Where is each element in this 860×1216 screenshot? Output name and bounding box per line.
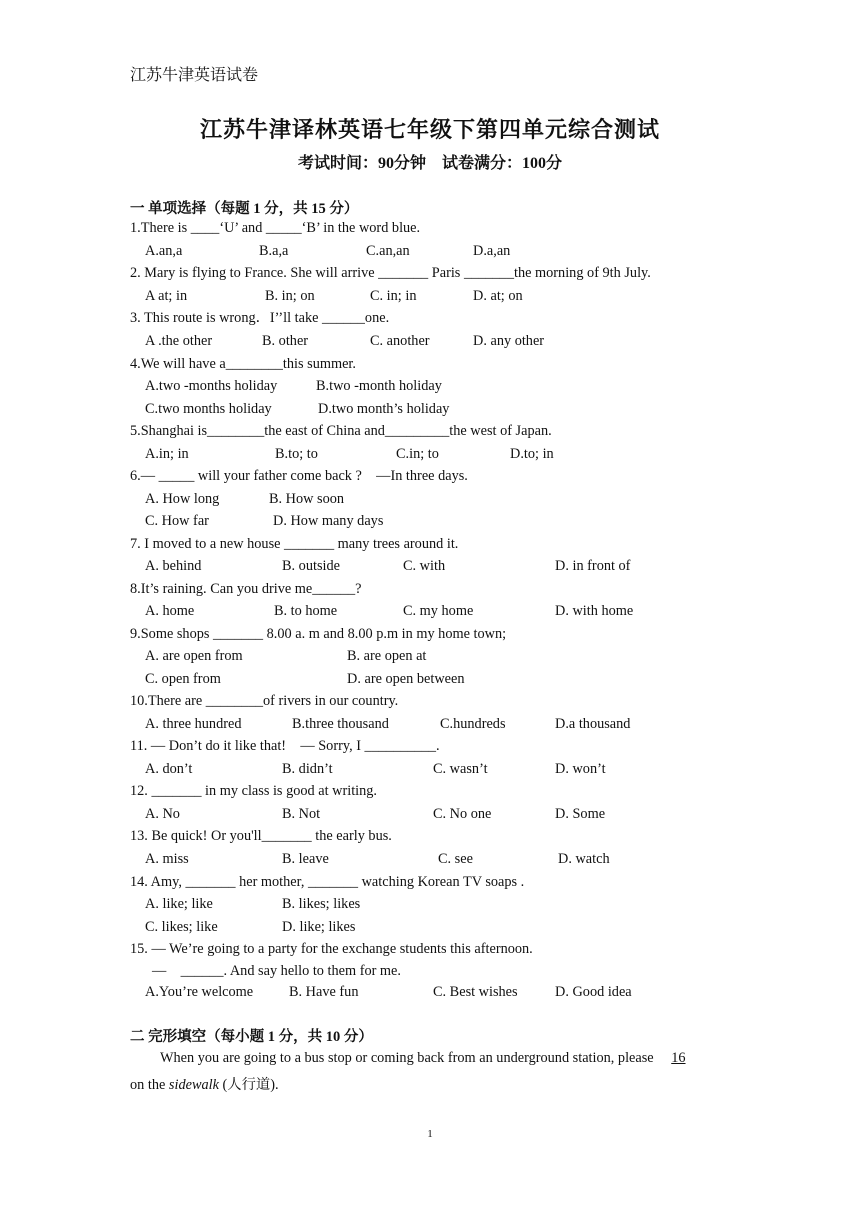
q13-option-b: B. leave <box>282 851 329 867</box>
q6-option-d: D. How many days <box>273 513 384 529</box>
section-2-heading: 二 完形填空（每小题 1 分，共 10 分） <box>130 1029 373 1045</box>
q5-option-c: C.in; to <box>396 446 439 462</box>
q11-option-b: B. didn’t <box>282 761 333 777</box>
q7-option-b: B. outside <box>282 558 340 574</box>
q11-option-d: D. won’t <box>555 761 606 777</box>
q7-option-d: D. in front of <box>555 558 631 574</box>
q3-option-b: B. other <box>262 333 309 349</box>
question-15: 15. — We’re going to a party for the exchange students this afternoon. <box>130 941 533 957</box>
q5-option-b: B.to; to <box>275 446 318 462</box>
q14-option-a: A. like; like <box>145 896 213 912</box>
q10-option-b: B.three thousand <box>292 716 389 732</box>
q4-option-d: D.two month’s holiday <box>318 401 450 417</box>
question-12: 12. _______ in my class is good at writing. <box>130 783 378 799</box>
q10-option-c: C.hundreds <box>440 716 506 732</box>
page-header: 江苏牛津英语试卷 <box>130 67 259 84</box>
exam-title: 江苏牛津译林英语七年级下第四单元综合测试 <box>199 117 660 142</box>
q14-option-d: D. like; likes <box>282 919 356 935</box>
question-9: 9.Some shops _______ 8.00 a. m and 8.00 p.m in my home town; <box>130 626 507 642</box>
q9-option-c: C. open from <box>145 671 221 687</box>
cloze-passage <box>130 1045 730 1099</box>
q8-option-b: B. to home <box>274 603 338 619</box>
q12-option-a: A. No <box>145 806 180 822</box>
q1-option-c: C.an,an <box>366 243 410 259</box>
passage-text-1: When you are going to a bus stop or coming back from an underground station, please <box>160 1050 654 1066</box>
q2-option-d: D. at; on <box>473 288 523 304</box>
q4-option-b: B.two -month holiday <box>316 378 442 394</box>
q5-option-a: A.in; in <box>145 446 189 462</box>
q11-option-a: A. don’t <box>145 761 193 777</box>
question-13: 13. Be quick! Or you'll_______ the early bus. <box>130 828 392 844</box>
q10-option-a: A. three hundred <box>145 716 242 732</box>
q9-option-b: B. are open at <box>347 648 427 664</box>
q11-option-c: C. wasn’t <box>433 761 488 777</box>
question-10: 10.There are ________of rivers in our country. <box>130 693 399 709</box>
question-7: 7. I moved to a new house _______ many trees around it. <box>130 536 459 552</box>
question-1: 1.There is ____‘U’ and _____‘B’ in the word blue. <box>130 220 421 236</box>
section-1-heading: 一 单项选择（每题 1 分，共 15 分） <box>130 201 359 217</box>
q3-option-a: A .the other <box>145 333 213 349</box>
blank-16: 16 <box>671 1050 686 1066</box>
q9-option-a: A. are open from <box>145 648 243 664</box>
q2-option-a: A at; in <box>145 288 188 304</box>
passage-text-3: (人行道). <box>218 1077 279 1093</box>
q15-option-d: D. Good idea <box>555 984 632 1000</box>
q13-option-a: A. miss <box>145 851 189 867</box>
q13-option-d: D. watch <box>558 851 610 867</box>
q2-option-c: C. in; in <box>370 288 417 304</box>
question-5: 5.Shanghai is________the east of China and_________the west of Japan. <box>130 423 552 439</box>
q12-option-c: C. No one <box>433 806 492 822</box>
q13-option-c: C. see <box>438 851 473 867</box>
q8-option-a: A. home <box>145 603 195 619</box>
question-2: 2. Mary is flying to France. She will arrive _______ Paris _______the morning of 9th July. <box>130 265 651 281</box>
q14-option-c: C. likes; like <box>145 919 218 935</box>
question-15-reply: — ______. And say hello to them for me. <box>152 963 401 979</box>
question-6: 6.— _____ will your father come back ? —In three days. <box>130 468 468 484</box>
q2-option-b: B. in; on <box>265 288 315 304</box>
passage-italic-word: sidewalk <box>168 1077 219 1093</box>
q10-option-d: D.a thousand <box>555 716 631 732</box>
q12-option-d: D. Some <box>555 806 606 822</box>
q6-option-a: A. How long <box>145 491 220 507</box>
q8-option-c: C. my home <box>403 603 474 619</box>
question-14: 14. Amy, _______ her mother, _______ watching Korean TV soaps . <box>130 874 525 890</box>
q4-option-a: A.two -months holiday <box>145 378 278 394</box>
q6-option-b: B. How soon <box>269 491 345 507</box>
passage-text-2: on the <box>130 1077 169 1093</box>
q7-option-a: A. behind <box>145 558 202 574</box>
q6-option-c: C. How far <box>145 513 209 529</box>
q1-option-b: B.a,a <box>259 243 289 259</box>
question-4: 4.We will have a________this summer. <box>130 356 356 372</box>
question-11: 11. — Don’t do it like that! — Sorry, I __________. <box>130 738 440 754</box>
q9-option-d: D. are open between <box>347 671 465 687</box>
q3-option-d: D. any other <box>473 333 545 349</box>
q3-option-c: C. another <box>370 333 430 349</box>
q14-option-b: B. likes; likes <box>282 896 361 912</box>
q8-option-d: D. with home <box>555 603 634 619</box>
q15-option-b: B. Have fun <box>289 984 359 1000</box>
question-3: 3. This route is wrong．I’’ll take ______one. <box>130 310 390 326</box>
q7-option-c: C. with <box>403 558 446 574</box>
q4-option-c: C.two months holiday <box>145 401 272 417</box>
q1-option-d: D.a,an <box>473 243 511 259</box>
q5-option-d: D.to; in <box>510 446 554 462</box>
q1-option-a: A.an,a <box>145 243 183 259</box>
q15-option-a: A.You’re welcome <box>145 984 254 1000</box>
question-8: 8.It’s raining. Can you drive me______? <box>130 581 362 597</box>
q12-option-b: B. Not <box>282 806 321 822</box>
page-number: 1 <box>427 1128 433 1140</box>
q15-option-c: C. Best wishes <box>433 984 518 1000</box>
exam-subtitle: 考试时间：90分钟 试卷满分：100分 <box>297 155 562 172</box>
